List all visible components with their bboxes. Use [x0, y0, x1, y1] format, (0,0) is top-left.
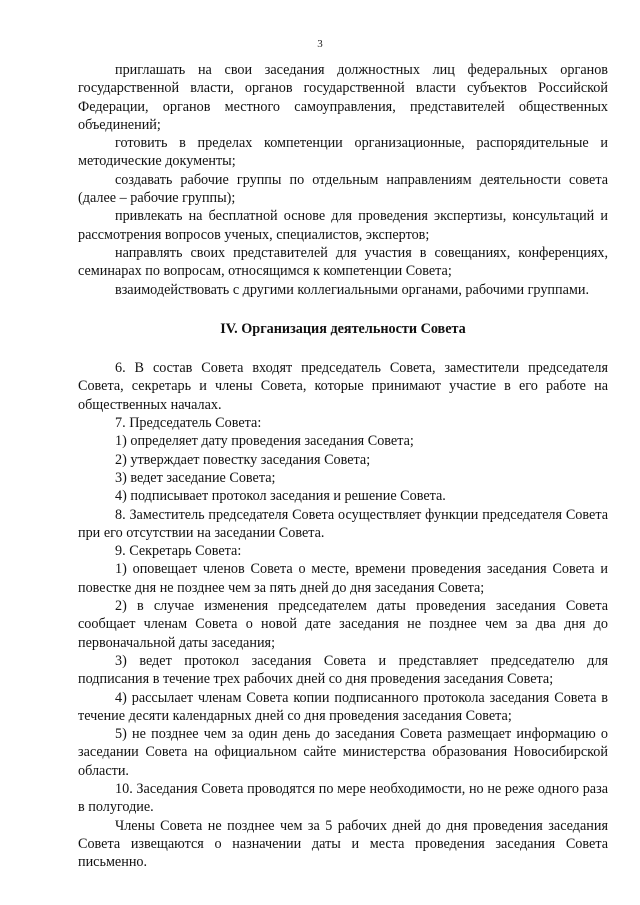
document-body: [78, 61, 608, 871]
paragraph: 4) рассылает членам Совета копии подписанного протокола заседания Совета в течение десяти календарных дней со дня проведения заседания Совета;: [78, 689, 608, 724]
paragraph: 2) утверждает повестку заседания Совета;: [115, 451, 371, 468]
paragraph: Члены Совета не позднее чем за 5 рабочих дней до дня проведения заседания Совета извещаются о назначении даты и места проведения заседания Совета письменно.: [78, 817, 608, 871]
paragraph: 3) ведет протокол заседания Совета и представляет председателю для подписания в течение трех рабочих дней со дня проведения заседания Совета;: [78, 652, 608, 688]
section-heading: IV. Организация деятельности Совета: [220, 320, 466, 337]
paragraph: приглашать на свои заседания должностных лиц федеральных органов государственной власти, органов государственной власти субъектов Российской Федерации, органов местного самоуправления, представителей общественных объединений;: [78, 62, 608, 133]
paragraph: 9. Секретарь Совета:: [115, 543, 242, 560]
paragraph: 7. Председатель Совета:: [115, 415, 262, 432]
paragraph: готовить в пределах компетенции организационные, распорядительные и методические документы;: [78, 135, 608, 170]
paragraph: направлять своих представителей для участия в совещаниях, конференциях, семинарах по вопросам, относящимся к компетенции Совета;: [78, 244, 608, 280]
paragraph: 6. В состав Совета входят председатель Совета, заместители председателя Совета, секретарь и члены Совета, которые принимают участие в его работе на общественных началах.: [78, 360, 608, 413]
paragraph: 2) в случае изменения председателем даты проведения заседания Совета сообщает членам Совета о новой дате заседания не позднее чем за два дня до первоначальной даты заседания;: [78, 598, 608, 651]
paragraph: 3) ведет заседание Совета;: [115, 469, 276, 486]
paragraph: 8. Заместитель председателя Совета осуществляет функции председателя Совета при его отсутствии на заседании Совета.: [78, 506, 608, 541]
page-number: 3: [317, 38, 323, 50]
paragraph: создавать рабочие группы по отдельным направлениям деятельности совета (далее – рабочие группы);: [78, 171, 608, 207]
paragraph: 5) не позднее чем за один день до заседания Совета размещает информацию о заседании Совета на официальном сайте министерства образования Новосибирской области.: [78, 726, 608, 779]
paragraph: 10. Заседания Совета проводятся по мере необходимости, но не реже одного раза в полугодие.: [78, 780, 608, 816]
paragraph: 1) определяет дату проведения заседания Совета;: [115, 433, 414, 450]
paragraph: взаимодействовать с другими коллегиальными органами, рабочими группами.: [115, 281, 590, 298]
paragraph: 4) подписывает протокол заседания и решение Совета.: [115, 488, 446, 505]
paragraph: 1) оповещает членов Совета о месте, времени проведения заседания Совета и повестке дня не позднее чем за пять дней до дня заседания Совета;: [78, 561, 608, 596]
paragraph: привлекать на бесплатной основе для проведения экспертизы, консультаций и рассмотрения вопросов ученых, специалистов, экспертов;: [78, 208, 608, 243]
